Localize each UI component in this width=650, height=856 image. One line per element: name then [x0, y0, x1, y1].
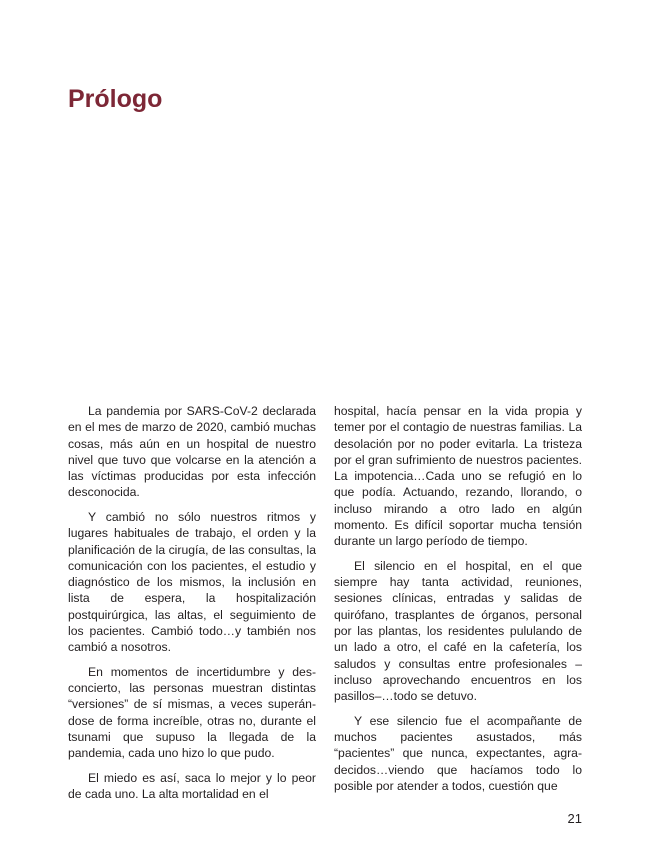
paragraph: La pandemia por SARS-CoV-2 declarada en el mes de marzo de 2020, cambió muchas cosas, más aún en un hospital de nuestro nivel que tuvo que volcarse en la atención a las víctimas producidas por esta infección desconocida. — [68, 404, 316, 500]
paragraph: El miedo es así, saca lo mejor y lo peor de cada uno. La alta mortalidad en el — [68, 770, 316, 802]
paragraph: Y ese silencio fue el acompañante de muchos pacientes asustados, más “pacientes” que nunca, expectantes, agradecidos…viendo que hacíamos todo lo posible por atender a todos, cuestión que — [334, 713, 582, 793]
page-title: Prólogo — [68, 85, 163, 113]
paragraph: En momentos de incertidumbre y desconcierto, las personas muestran distintas “versiones” de sí mismas, a veces superándose de forma increíble, otras no, durante el tsunami que supuso la llegada de la pandemia, cada uno hizo lo que pudo. — [68, 664, 316, 761]
paragraph: El silencio en el hospital, en el que siempre hay tanta actividad, reuniones, sesiones clínicas, entradas y salidas de quirófano, trasplantes de órganos, personal por las plantas, los residentes pululando de un lado a otro, el café en la cafetería, los saludos y consultas entre profesionales –incluso aprovechando encuentros en los pasillos–…todo se detuvo. — [334, 558, 582, 704]
text-column-right — [334, 403, 582, 794]
paragraph: Y cambió no sólo nuestros ritmos y lugares habituales de trabajo, el orden y la planificación de la cirugía, de las consultas, la comunicación con los pacientes, el estudio y diagnóstico de los mismos, la inclusión en lista de espera, la hospitalización postquirúrgica, las altas, el seguimiento de los pacientes. Cambió todo…y también nos cambió a nosotros. — [68, 509, 316, 655]
text-column-left — [68, 403, 316, 802]
page-number: 21 — [567, 811, 582, 826]
paragraph-continuation: hospital, hacía pensar en la vida propia y temer por el contagio de nuestras familias. La desolación por no poder evitarla. La tristeza por el gran sufrimiento de nuestros pacientes. La impotencia…Cada uno se refugió en lo que podía. Actuando, rezando, llorando, o incluso mirando a otro lado en algún momento. Es difícil soportar mucha tensión durante un largo período de tiempo. — [334, 404, 582, 549]
